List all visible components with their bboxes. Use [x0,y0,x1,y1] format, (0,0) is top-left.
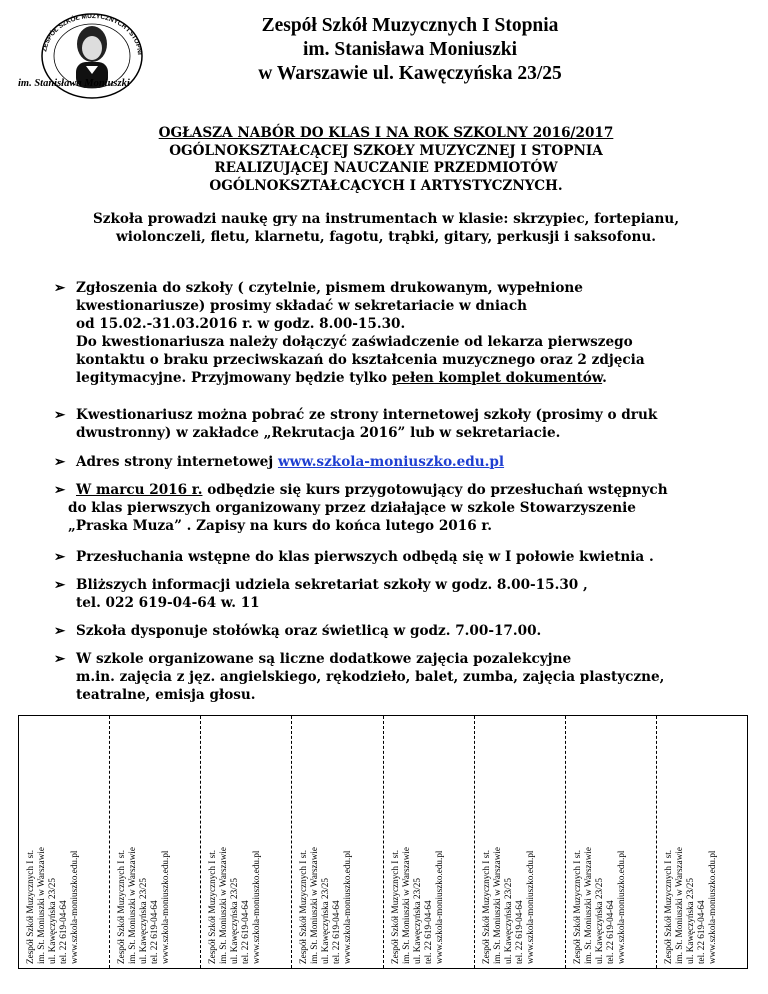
list-item [54,548,744,566]
tear-off-stub[interactable]: Zespół Szkół Muzycznych I st. im. St. Moniuszki w Warszawie ul. Kawęczyńska 23/25 tel. 22 619-04-64 www.szkola-moniuszko.edu.pl [566,716,657,968]
item-text: do klas pierwszych organizowany przez działające w szkole Stowarzyszenie [68,500,636,516]
item-text: legitymacyjne. Przyjmowany będzie tylko pełen komplet dokumentów. [76,370,607,386]
tear-off-stub[interactable]: Zespół Szkół Muzycznych I st. im. St. Moniuszki w Warszawie ul. Kawęczyńska 23/25 tel. 22 619-04-64 www.szkola-moniuszko.edu.pl [292,716,383,968]
list-item [54,622,744,640]
item-text: Przesłuchania wstępne do klas pierwszych odbędą się w I połowie kwietnia . [76,549,654,565]
announcement-heading [60,125,712,195]
announcement-line-2: OGÓLNOKSZTAŁCĄCEJ SZKOŁY MUZYCZNEJ I STOPNIA [169,142,603,159]
arrow-bullet-icon: ➢ [54,482,66,498]
date-emphasis: W marcu 2016 r. [76,482,203,498]
list-item [54,650,744,704]
announcement-line-4: OGÓLNOKSZTAŁCĄCYCH I ARTYSTYCZNYCH. [209,177,563,194]
list-item [54,279,744,387]
item-text: Adres strony internetowej [76,454,278,470]
arrow-bullet-icon: ➢ [54,577,66,593]
tear-off-stub[interactable]: Zespół Szkół Muzycznych I st. im. St. Moniuszki w Warszawie ul. Kawęczyńska 23/25 tel. 22 619-04-64 www.szkola-moniuszko.edu.pl [19,716,110,968]
item-text: Do kwestionariusza należy dołączyć zaświadczenie od lekarza pierwszego [76,334,633,350]
item-text: m.in. zajęcia z jęz. angielskiego, rękodzieło, balet, zumba, zajęcia plastyczne, [76,669,665,685]
item-text: Bliższych informacji udziela sekretariat szkoły w godz. 8.00-15.30 , [76,577,588,593]
item-text: „Praska Muza” . Zapisy na kurs do końca lutego 2016 r. [68,518,493,534]
tear-off-stub[interactable]: Zespół Szkół Muzycznych I st. im. St. Moniuszki w Warszawie ul. Kawęczyńska 23/25 tel. 22 619-04-64 www.szkola-moniuszko.edu.pl [201,716,292,968]
arrow-bullet-icon: ➢ [54,623,66,639]
list-item [54,453,744,471]
item-text: teatralne, emisja głosu. [76,687,256,703]
item-text: kwestionariusze) prosimy składać w sekretariacie w dniach [76,298,527,314]
item-text: Szkoła dysponuje stołówką oraz świetlicą w godz. 7.00-17.00. [76,623,542,639]
school-website-link[interactable]: www.szkola-moniuszko.edu.pl [277,454,505,470]
list-item [54,406,744,442]
arrow-bullet-icon: ➢ [54,280,66,296]
title-line-1: Zespół Szkół Muzycznych I Stopnia [261,15,559,36]
logo-caption: im. Stanisława Moniuszki [18,78,130,89]
title-line-3: w Warszawie ul. Kawęczyńska 23/25 [258,63,562,84]
tear-off-stub[interactable]: Zespół Szkół Muzycznych I st. im. St. Moniuszki w Warszawie ul. Kawęczyńska 23/25 tel. 22 619-04-64 www.szkola-moniuszko.edu.pl [662,847,717,964]
item-text: W marcu 2016 r. odbędzie się kurs przygotowujący do przesłuchań wstępnych [76,482,668,498]
item-text: kontaktu o braku przeciwskazań do kształcenia muzycznego oraz 2 zdjęcia [76,352,645,368]
arrow-bullet-icon: ➢ [54,407,66,423]
list-item [54,576,744,612]
logo-ring-text: ZESPÓŁ SZKÓŁ MUZYCZNYCH I STOPNI [41,12,143,56]
announcement-line-3: REALIZUJĄCEJ NAUCZANIE PRZEDMIOTÓW [214,160,558,176]
title-line-2: im. Stanisława Moniuszki [303,39,517,60]
item-text: tel. 022 619-04-64 w. 11 [76,595,260,611]
documents-emphasis: pełen komplet dokumentów [391,370,603,386]
tear-off-stub[interactable]: Zespół Szkół Muzycznych I st. im. St. Moniuszki w Warszawie ul. Kawęczyńska 23/25 tel. 22 619-04-64 www.szkola-moniuszko.edu.pl [110,716,201,968]
item-text: W szkole organizowane są liczne dodatkowe zajęcia pozalekcyjne [76,651,572,667]
tear-off-stub[interactable]: Zespół Szkół Muzycznych I st. im. St. Moniuszki w Warszawie ul. Kawęczyńska 23/25 tel. 22 619-04-64 www.szkola-moniuszko.edu.pl [475,716,566,968]
tear-off-stubs [18,715,748,969]
item-text: dwustronny) w zakładce „Rekrutacja 2016” lub w sekretariacie. [76,425,561,441]
tear-off-stub[interactable]: Zespół Szkół Muzycznych I st. im. St. Moniuszki w Warszawie ul. Kawęczyńska 23/25 tel. 22 619-04-64 www.szkola-moniuszko.edu.pl [384,716,475,968]
school-title [150,14,670,86]
list-item [54,481,744,535]
item-text: Zgłoszenia do szkoły ( czytelnie, pismem drukowanym, wypełnione [76,280,583,296]
item-text: od 15.02.-31.03.2016 r. w godz. 8.00-15.30. [76,316,406,332]
arrow-bullet-icon: ➢ [54,651,66,667]
intro-paragraph: Szkoła prowadzi naukę gry na instrumentach w klasie: skrzypiec, fortepianu, wiolonczeli, fletu, klarnetu, fagotu, trąbki, gitary, perkusji i saksofonu. [92,211,680,245]
arrow-bullet-icon: ➢ [54,549,66,565]
arrow-bullet-icon: ➢ [54,454,66,470]
moniuszko-portrait-seal [14,8,150,104]
school-logo [14,8,150,104]
announcement-line-1: OGŁASZA NABÓR DO KLAS I NA ROK SZKOLNY 2016/2017 [158,125,614,141]
item-text: Kwestionariusz można pobrać ze strony internetowej szkoły (prosimy o druk [76,407,658,423]
